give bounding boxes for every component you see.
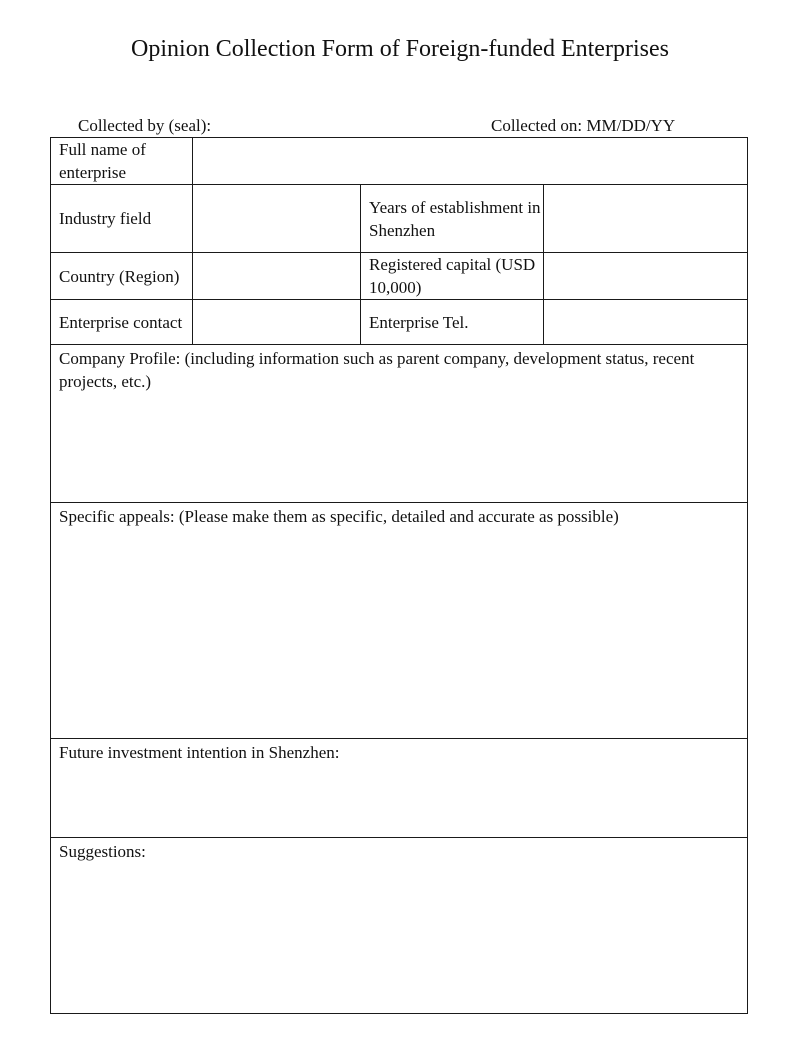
enterprise-tel-input[interactable] [544, 300, 748, 345]
enterprise-contact-input[interactable] [193, 300, 361, 345]
country-region-label: Country (Region) [51, 253, 193, 300]
country-region-input[interactable] [193, 253, 361, 300]
industry-row [51, 185, 748, 253]
specific-appeals-section[interactable]: Specific appeals: (Please make them as specific, detailed and accurate as possible) [51, 503, 748, 739]
country-row [51, 253, 748, 300]
form-title: Opinion Collection Form of Foreign-funded Enterprises [131, 36, 669, 62]
years-established-label: Years of establishment in Shenzhen [361, 185, 544, 253]
future-investment-row [51, 739, 748, 838]
contact-row [51, 300, 748, 345]
full-name-label: Full name of enterprise [51, 138, 193, 185]
company-profile-section[interactable]: Company Profile: (including information such as parent company, development status, recent projects, etc.) [51, 345, 748, 503]
years-established-input[interactable] [544, 185, 748, 253]
suggestions-row [51, 838, 748, 1014]
registered-capital-label: Registered capital (USD 10,000) [361, 253, 544, 300]
industry-field-input[interactable] [193, 185, 361, 253]
industry-field-label: Industry field [51, 185, 193, 253]
company-profile-row [51, 345, 748, 503]
enterprise-tel-label: Enterprise Tel. [361, 300, 544, 345]
opinion-form-table [50, 137, 748, 1014]
suggestions-section[interactable]: Suggestions: [51, 838, 748, 1014]
specific-appeals-row [51, 503, 748, 739]
full-name-row [51, 138, 748, 185]
full-name-field[interactable] [193, 138, 748, 185]
collected-on-label: Collected on: MM/DD/YY [491, 116, 676, 135]
future-investment-section[interactable]: Future investment intention in Shenzhen: [51, 739, 748, 838]
enterprise-contact-label: Enterprise contact [51, 300, 193, 345]
collected-by-label: Collected by (seal): [78, 116, 212, 135]
registered-capital-input[interactable] [544, 253, 748, 300]
